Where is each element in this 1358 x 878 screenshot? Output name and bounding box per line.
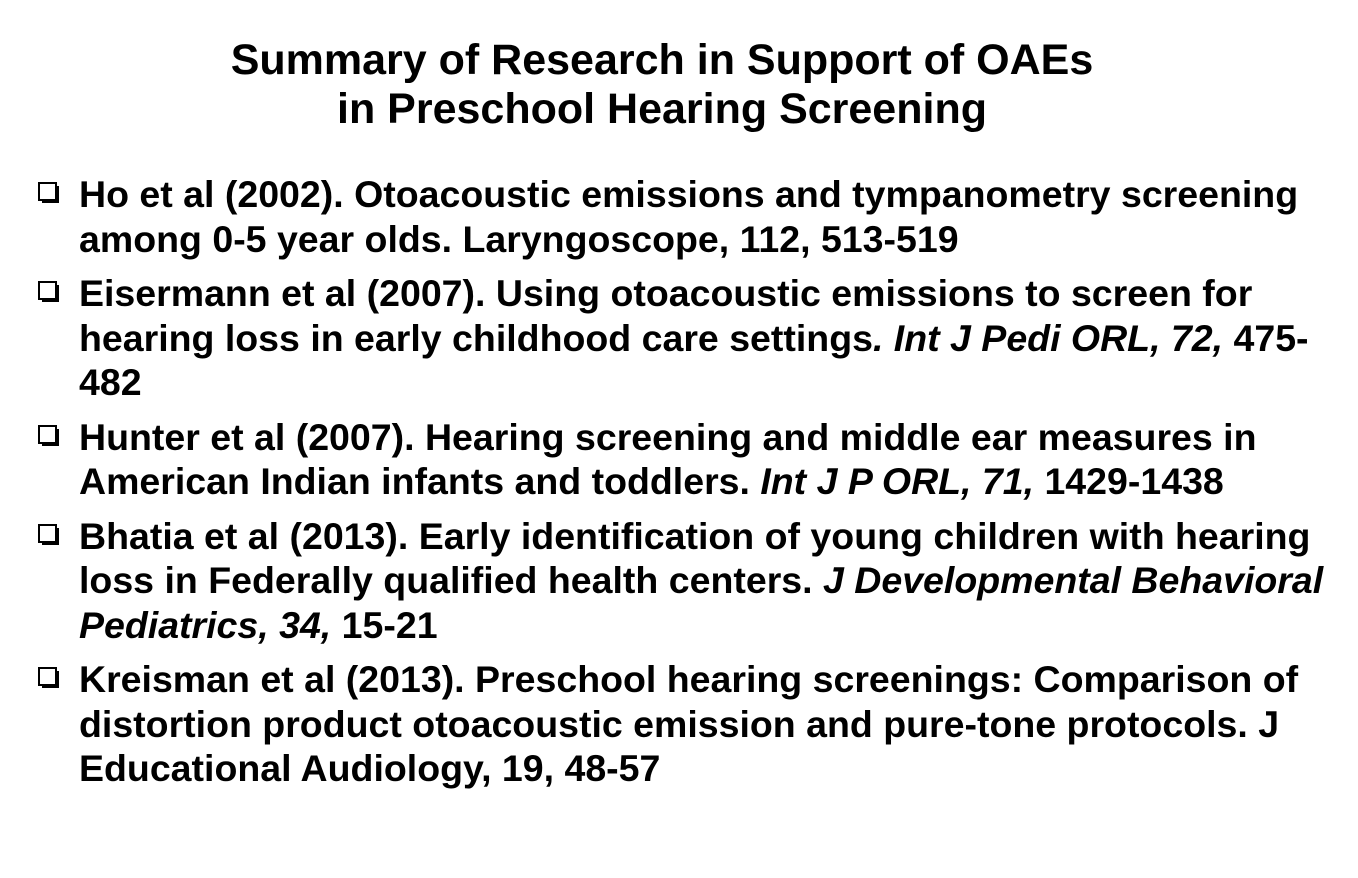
reference-text: Bhatia et al (2013). Early identification of young children with hearing loss in Federally qualified health centers. [79, 514, 1311, 601]
reference-item-bhatia-2013 [36, 514, 1346, 648]
checkbox-square-icon [38, 425, 60, 447]
reference-text: Eisermann et al (2007). Using otoacoustic emissions to screen for hearing loss in early childhood care settings [79, 272, 1253, 359]
reference-item-ho-2002 [36, 172, 1346, 261]
checkbox-square-icon [38, 524, 60, 546]
reference-text: Hunter et al (2007). Hearing screening and middle ear measures in American Indian infants and toddlers. [79, 415, 1257, 502]
reference-item-kreisman-2013 [36, 657, 1346, 791]
reference-text: Kreisman et al (2013). Preschool hearing screenings: Comparison of distortion product otoacoustic emission and pure-tone protocols. J Educational Audiology, 19, 48-57 [79, 658, 1299, 789]
reference-pages: 1429-1438 [1034, 460, 1224, 502]
reference-journal: . Int J Pedi ORL, 72, [872, 316, 1224, 359]
reference-item-hunter-2007 [36, 415, 1346, 504]
reference-pages: 15-21 [331, 603, 438, 646]
slide-title-line-2: in Preschool Hearing Screening [337, 85, 987, 133]
checkbox-square-icon [38, 281, 60, 303]
reference-text: Ho et al (2002). Otoacoustic emissions and tympanometry screening among 0-5 year olds. Laryngoscope, 112, 513-519 [79, 173, 1299, 260]
reference-journal: Int J P ORL, 71, [760, 460, 1035, 502]
reference-pages: 475-482 [79, 316, 1309, 403]
slide-title-line-1: Summary of Research in Support of OAEs [230, 36, 1094, 84]
reference-item-eisermann-2007 [36, 271, 1346, 405]
reference-list [36, 172, 1346, 801]
checkbox-square-icon [38, 182, 60, 204]
reference-journal: J Developmental Behavioral Pediatrics, 34, [79, 559, 1324, 646]
slide-title [0, 36, 1324, 134]
checkbox-square-icon [38, 667, 60, 689]
